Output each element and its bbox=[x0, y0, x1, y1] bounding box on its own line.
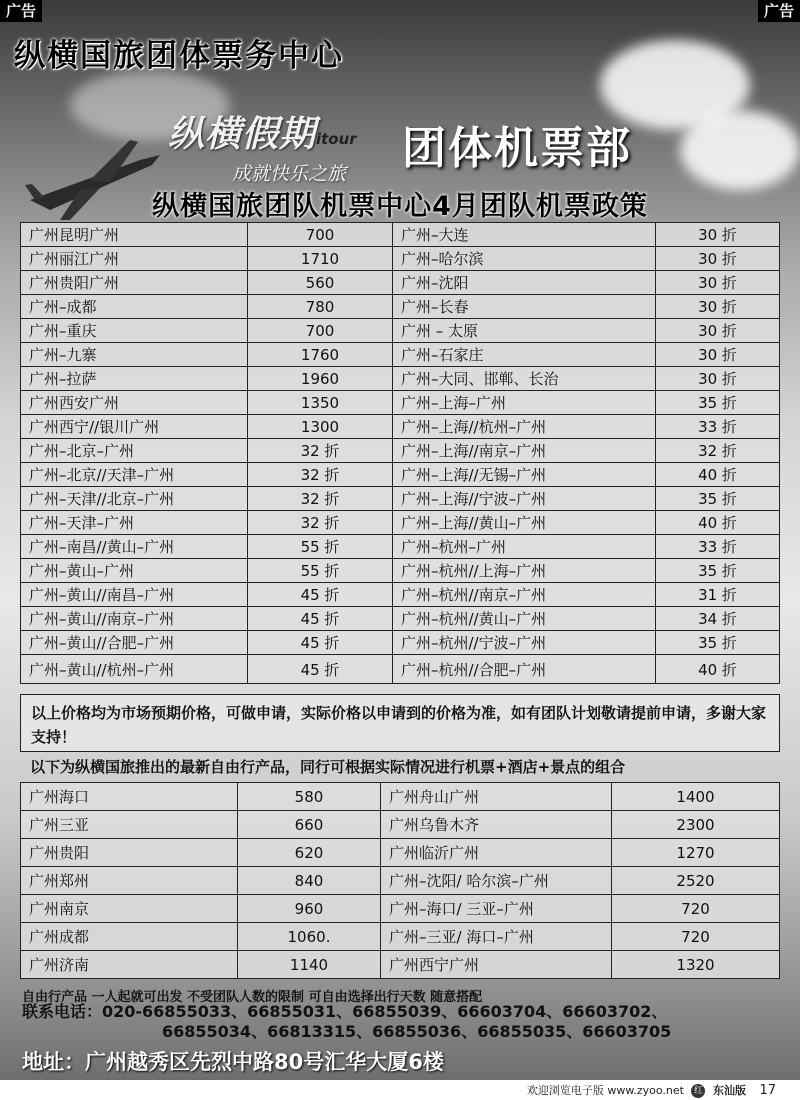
price-left: 700 bbox=[248, 223, 393, 247]
free-travel-table bbox=[20, 782, 780, 979]
price-right: 40 折 bbox=[656, 463, 780, 487]
contact-line-1: 联系电话：020-66855033、66855031、66855039、66603704、66603702、 bbox=[22, 1002, 668, 1021]
route-left: 广州郑州 bbox=[21, 867, 238, 895]
price-right: 35 折 bbox=[656, 391, 780, 415]
price-note: 以上价格均为市场预期价格，可做申请，实际价格以申请到的价格为准，如有团队计划敬请提前申请，多谢大家支持！ bbox=[20, 694, 780, 752]
price-right: 30 折 bbox=[656, 223, 780, 247]
price-right: 40 折 bbox=[656, 511, 780, 535]
table-row bbox=[21, 839, 780, 867]
ad-label-right: 广告 bbox=[758, 0, 800, 22]
route-right: 广州–杭州//南京–广州 bbox=[393, 583, 656, 607]
route-left: 广州南京 bbox=[21, 895, 238, 923]
price-right: 40 折 bbox=[656, 655, 780, 684]
price-left: 1140 bbox=[238, 951, 381, 979]
table-row bbox=[21, 895, 780, 923]
address: 地址：广州越秀区先烈中路80号汇华大厦6楼 bbox=[22, 1050, 444, 1074]
page-title: 纵横国旅团体票务中心 bbox=[14, 38, 344, 74]
route-left: 广州济南 bbox=[21, 951, 238, 979]
brand-slogan: 成就快乐之旅 bbox=[232, 163, 347, 185]
price-left: 1710 bbox=[248, 247, 393, 271]
price-right: 32 折 bbox=[656, 439, 780, 463]
route-right: 广州–大连 bbox=[393, 223, 656, 247]
route-right: 广州–上海//南京–广州 bbox=[393, 439, 656, 463]
price-left: 660 bbox=[238, 811, 381, 839]
price-left: 1060. bbox=[238, 923, 381, 951]
price-right: 33 折 bbox=[656, 535, 780, 559]
route-left: 广州–北京//天津–广州 bbox=[21, 463, 248, 487]
route-right: 广州舟山广州 bbox=[381, 783, 612, 811]
table-row bbox=[21, 463, 780, 487]
price-right: 720 bbox=[612, 923, 780, 951]
table-row bbox=[21, 951, 780, 979]
price-left: 1350 bbox=[248, 391, 393, 415]
route-right: 广州–杭州//合肥–广州 bbox=[393, 655, 656, 684]
table-row bbox=[21, 867, 780, 895]
table-row bbox=[21, 247, 780, 271]
brand-logo bbox=[168, 106, 357, 186]
price-right: 34 折 bbox=[656, 607, 780, 631]
table-row bbox=[21, 415, 780, 439]
price-right: 31 折 bbox=[656, 583, 780, 607]
route-left: 广州–重庆 bbox=[21, 319, 248, 343]
route-right: 广州–石家庄 bbox=[393, 343, 656, 367]
table-row bbox=[21, 535, 780, 559]
route-left: 广州昆明广州 bbox=[21, 223, 248, 247]
route-left: 广州–黄山//杭州–广州 bbox=[21, 655, 248, 684]
route-left: 广州–黄山//合肥–广州 bbox=[21, 631, 248, 655]
cloud-decoration bbox=[680, 110, 800, 190]
route-right: 广州–上海–广州 bbox=[393, 391, 656, 415]
route-left: 广州–拉萨 bbox=[21, 367, 248, 391]
route-right: 广州–哈尔滨 bbox=[393, 247, 656, 271]
route-left: 广州–黄山–广州 bbox=[21, 559, 248, 583]
table-row bbox=[21, 439, 780, 463]
table-row bbox=[21, 923, 780, 951]
price-left: 960 bbox=[238, 895, 381, 923]
route-right: 广州–沈阳 bbox=[393, 271, 656, 295]
route-left: 广州–黄山//南京–广州 bbox=[21, 607, 248, 631]
price-right: 35 折 bbox=[656, 631, 780, 655]
price-left: 32 折 bbox=[248, 487, 393, 511]
route-left: 广州西宁//银川广州 bbox=[21, 415, 248, 439]
table-row bbox=[21, 631, 780, 655]
route-left: 广州西安广州 bbox=[21, 391, 248, 415]
free-travel-features: 自由行产品 一人起就可出发 不受团队人数的限制 可自由选择出行天数 随意搭配 bbox=[22, 990, 483, 1005]
route-left: 广州–天津//北京–广州 bbox=[21, 487, 248, 511]
table-row bbox=[21, 811, 780, 839]
price-left: 700 bbox=[248, 319, 393, 343]
contact-phones bbox=[22, 1002, 671, 1042]
price-right: 1270 bbox=[612, 839, 780, 867]
price-right: 35 折 bbox=[656, 487, 780, 511]
route-right: 广州–上海//杭州–广州 bbox=[393, 415, 656, 439]
route-right: 广州–三亚/ 海口–广州 bbox=[381, 923, 612, 951]
route-left: 广州丽江广州 bbox=[21, 247, 248, 271]
price-left: 45 折 bbox=[248, 655, 393, 684]
newspaper-logo-icon: 红 bbox=[691, 1084, 705, 1098]
route-left: 广州–北京–广州 bbox=[21, 439, 248, 463]
table-row bbox=[21, 271, 780, 295]
ad-label-left: 广告 bbox=[0, 0, 42, 22]
brand-name: 纵横假期 bbox=[168, 114, 317, 155]
price-right: 720 bbox=[612, 895, 780, 923]
contact-line-2: 66855034、66813315、66855036、66855035、66603705 bbox=[162, 1022, 672, 1041]
price-left: 1300 bbox=[248, 415, 393, 439]
price-left: 55 折 bbox=[248, 559, 393, 583]
department-title: 团体机票部 bbox=[402, 123, 632, 174]
price-right: 33 折 bbox=[656, 415, 780, 439]
price-right: 30 折 bbox=[656, 295, 780, 319]
route-left: 广州成都 bbox=[21, 923, 238, 951]
price-left: 560 bbox=[248, 271, 393, 295]
price-left: 840 bbox=[238, 867, 381, 895]
route-right: 广州乌鲁木齐 bbox=[381, 811, 612, 839]
price-right: 2520 bbox=[612, 867, 780, 895]
table-row bbox=[21, 223, 780, 247]
route-left: 广州–黄山//南昌–广州 bbox=[21, 583, 248, 607]
route-right: 广州西宁广州 bbox=[381, 951, 612, 979]
route-left: 广州–成都 bbox=[21, 295, 248, 319]
price-left: 780 bbox=[248, 295, 393, 319]
table-row bbox=[21, 487, 780, 511]
route-left: 广州–九寨 bbox=[21, 343, 248, 367]
route-right: 广州–上海//宁波–广州 bbox=[393, 487, 656, 511]
route-right: 广州–沈阳/ 哈尔滨–广州 bbox=[381, 867, 612, 895]
route-right: 广州 – 太原 bbox=[393, 319, 656, 343]
edition-label: 东汕版 bbox=[712, 1084, 746, 1097]
route-right: 广州–海口/ 三亚–广州 bbox=[381, 895, 612, 923]
route-right: 广州–上海//黄山–广州 bbox=[393, 511, 656, 535]
table-row bbox=[21, 559, 780, 583]
price-left: 580 bbox=[238, 783, 381, 811]
price-left: 32 折 bbox=[248, 439, 393, 463]
route-left: 广州三亚 bbox=[21, 811, 238, 839]
price-left: 32 折 bbox=[248, 511, 393, 535]
table-row bbox=[21, 319, 780, 343]
free-travel-intro: 以下为纵横国旅推出的最新自由行产品，同行可根据实际情况进行机票+酒店+景点的组合 bbox=[30, 758, 626, 776]
route-right: 广州–杭州//黄山–广州 bbox=[393, 607, 656, 631]
price-right: 35 折 bbox=[656, 559, 780, 583]
price-left: 45 折 bbox=[248, 583, 393, 607]
price-right: 2300 bbox=[612, 811, 780, 839]
route-left: 广州贵阳广州 bbox=[21, 271, 248, 295]
route-right: 广州–长春 bbox=[393, 295, 656, 319]
route-right: 广州–杭州//上海–广州 bbox=[393, 559, 656, 583]
table-row bbox=[21, 783, 780, 811]
route-right: 广州临沂广州 bbox=[381, 839, 612, 867]
price-left: 1960 bbox=[248, 367, 393, 391]
price-left: 1760 bbox=[248, 343, 393, 367]
price-right: 30 折 bbox=[656, 319, 780, 343]
table-row bbox=[21, 343, 780, 367]
price-left: 620 bbox=[238, 839, 381, 867]
route-right: 广州–大同、邯郸、长治 bbox=[393, 367, 656, 391]
group-fare-table bbox=[20, 222, 780, 684]
route-right: 广州–杭州–广州 bbox=[393, 535, 656, 559]
price-right: 1320 bbox=[612, 951, 780, 979]
price-right: 30 折 bbox=[656, 271, 780, 295]
price-left: 55 折 bbox=[248, 535, 393, 559]
price-right: 1400 bbox=[612, 783, 780, 811]
route-left: 广州–南昌//黄山–广州 bbox=[21, 535, 248, 559]
brand-sub: itour bbox=[316, 130, 357, 148]
route-right: 广州–上海//无锡–广州 bbox=[393, 463, 656, 487]
table-row bbox=[21, 367, 780, 391]
price-left: 45 折 bbox=[248, 631, 393, 655]
price-right: 30 折 bbox=[656, 343, 780, 367]
route-left: 广州–天津–广州 bbox=[21, 511, 248, 535]
policy-title: 纵横国旅团队机票中心4月团队机票政策 bbox=[152, 191, 648, 222]
table-row bbox=[21, 655, 780, 684]
table-row bbox=[21, 607, 780, 631]
footer-info bbox=[527, 1082, 776, 1098]
price-left: 32 折 bbox=[248, 463, 393, 487]
price-left: 45 折 bbox=[248, 607, 393, 631]
table-row bbox=[21, 391, 780, 415]
route-left: 广州海口 bbox=[21, 783, 238, 811]
table-row bbox=[21, 583, 780, 607]
route-left: 广州贵阳 bbox=[21, 839, 238, 867]
footer-site-text: 欢迎浏览电子版 www.zyoo.net bbox=[526, 1084, 684, 1097]
table-row bbox=[21, 295, 780, 319]
table-row bbox=[21, 511, 780, 535]
price-right: 30 折 bbox=[656, 247, 780, 271]
price-right: 30 折 bbox=[656, 367, 780, 391]
page-number: 17 bbox=[759, 1083, 776, 1098]
route-right: 广州–杭州//宁波–广州 bbox=[393, 631, 656, 655]
